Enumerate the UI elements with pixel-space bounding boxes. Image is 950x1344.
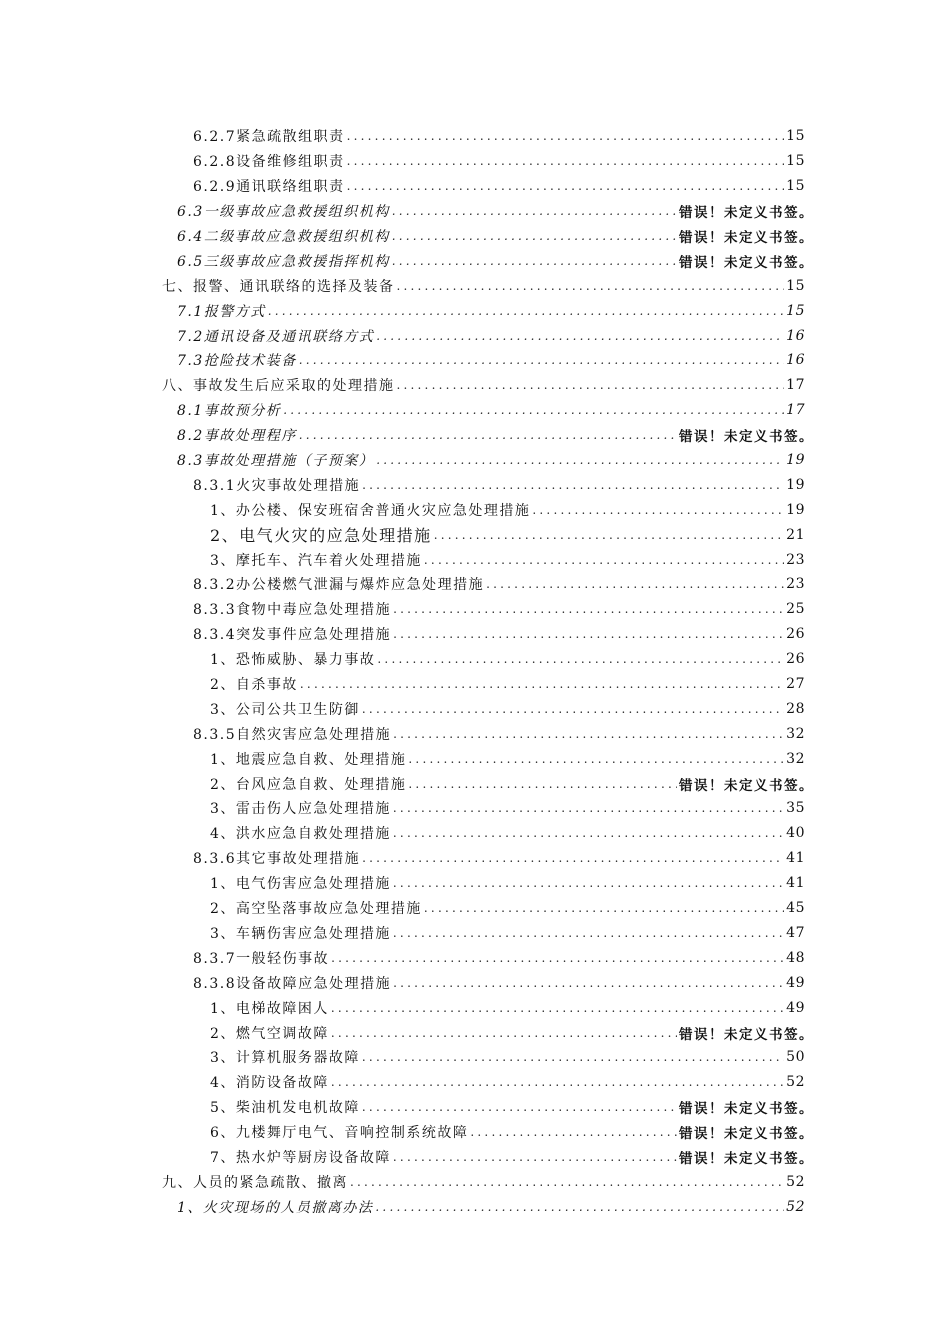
toc-entry-page: 21 <box>786 526 805 543</box>
toc-entry-title: 1、办公楼、保安班宿舍普通火灾应急处理措施 <box>210 502 531 519</box>
toc-entry-title: 4、消防设备故障 <box>210 1075 329 1092</box>
toc-entry[interactable] <box>0 1070 950 1095</box>
toc-entry[interactable] <box>0 896 950 921</box>
toc-entry-title: 7.3抢险技术装备 <box>177 353 297 370</box>
toc-entry[interactable] <box>0 921 950 946</box>
toc-entry-title: 1、电气伤害应急处理措施 <box>210 876 391 893</box>
toc-entry-title: 7.2通讯设备及通讯联络方式 <box>177 328 375 345</box>
toc-entry-page: 52 <box>786 1173 805 1190</box>
toc-entry-title: 8.3.1火灾事故处理措施 <box>193 477 361 494</box>
dot-leader <box>362 1050 784 1064</box>
toc-entry[interactable] <box>0 398 950 423</box>
toc-entry-title: 1、火灾现场的人员撤离办法 <box>177 1199 374 1216</box>
dot-leader <box>393 826 784 840</box>
toc-entry[interactable] <box>0 647 950 672</box>
toc-entry-page: 48 <box>786 949 805 966</box>
toc-entry-title: 8.3.6其它事故处理措施 <box>193 851 361 868</box>
toc-entry-page: 27 <box>786 676 805 693</box>
toc-entry-title: 八、事故发生后应采取的处理措施 <box>162 378 395 395</box>
dot-leader <box>347 179 785 193</box>
toc-entry-page: 26 <box>786 626 805 643</box>
toc-entry[interactable] <box>0 224 950 249</box>
toc-entry-title: 2、自杀事故 <box>210 677 298 694</box>
toc-entry-title: 8.2事故处理程序 <box>177 428 297 445</box>
table-of-contents <box>0 124 950 1219</box>
toc-entry[interactable] <box>0 298 950 323</box>
toc-entry-title: 5、柴油机发电机故障 <box>210 1100 360 1117</box>
toc-entry-page: 16 <box>786 352 805 369</box>
toc-entry[interactable] <box>0 522 950 547</box>
dot-leader <box>470 1125 677 1139</box>
toc-entry[interactable] <box>0 1194 950 1219</box>
toc-entry-title: 6.2.7紧急疏散组职责 <box>193 129 345 146</box>
dot-leader <box>350 1175 784 1189</box>
dot-leader <box>424 901 784 915</box>
toc-entry-title: 3、车辆伤害应急处理措施 <box>210 925 391 942</box>
toc-entry-title: 6.4二级事故应急救援组织机构 <box>177 229 390 245</box>
toc-entry-page: 19 <box>786 501 805 518</box>
toc-entry-title: 8.3.7一般轻伤事故 <box>193 950 330 967</box>
toc-entry-title: 8.3.5自然灾害应急处理措施 <box>193 726 392 743</box>
dot-leader <box>376 329 784 343</box>
toc-entry[interactable] <box>0 199 950 224</box>
toc-entry[interactable] <box>0 174 950 199</box>
dot-leader <box>393 976 784 990</box>
dot-leader <box>299 353 784 367</box>
toc-entry-page: 32 <box>786 750 805 767</box>
toc-entry[interactable] <box>0 273 950 298</box>
dot-leader <box>393 627 784 641</box>
toc-entry[interactable] <box>0 1020 950 1045</box>
toc-entry[interactable] <box>0 423 950 448</box>
toc-entry-title: 8.3.2办公楼燃气泄漏与爆炸应急处理措施 <box>193 577 485 594</box>
toc-entry-page: 错误！未定义书签。 <box>679 1101 814 1118</box>
toc-entry-page: 15 <box>786 302 805 319</box>
dot-leader <box>408 752 784 766</box>
dot-leader <box>362 702 784 716</box>
toc-entry[interactable] <box>0 771 950 796</box>
dot-leader <box>392 254 677 268</box>
toc-entry[interactable] <box>0 1169 950 1194</box>
dot-leader <box>377 652 784 666</box>
toc-entry-title: 2、台风应急自救、处理措施 <box>210 776 407 793</box>
toc-entry-title: 6.5三级事故应急救援指挥机构 <box>177 253 390 270</box>
toc-entry-page: 45 <box>786 900 805 917</box>
toc-entry-title: 6、九楼舞厅电气、音响控制系统故障 <box>210 1125 469 1142</box>
toc-entry[interactable] <box>0 124 950 149</box>
toc-entry-title: 2、高空坠落事故应急处理措施 <box>210 901 422 918</box>
toc-entry[interactable] <box>0 871 950 896</box>
dot-leader <box>268 304 784 318</box>
toc-entry-page: 19 <box>786 476 805 493</box>
dot-leader <box>331 1075 784 1089</box>
toc-entry-page: 错误！未定义书签。 <box>679 777 814 794</box>
toc-entry[interactable] <box>0 448 950 473</box>
toc-entry-title: 1、地震应急自救、处理措施 <box>210 751 407 768</box>
toc-entry[interactable] <box>0 672 950 697</box>
toc-entry-page: 错误！未定义书签。 <box>679 429 814 446</box>
toc-entry-title: 6.2.9通讯联络组职责 <box>193 179 345 196</box>
toc-entry-page: 错误！未定义书签。 <box>679 1026 814 1043</box>
dot-leader <box>434 528 784 542</box>
toc-entry-page: 错误！未定义书签。 <box>679 1126 814 1143</box>
toc-entry-title: 7.1报警方式 <box>177 303 266 320</box>
dot-leader <box>362 1100 677 1114</box>
dot-leader <box>362 478 784 492</box>
toc-entry[interactable] <box>0 497 950 522</box>
dot-leader <box>393 1150 677 1164</box>
dot-leader <box>331 1026 677 1040</box>
toc-entry[interactable] <box>0 796 950 821</box>
toc-entry[interactable] <box>0 472 950 497</box>
toc-entry-page: 26 <box>786 651 805 668</box>
dot-leader <box>347 154 785 168</box>
toc-entry[interactable] <box>0 547 950 572</box>
dot-leader <box>393 727 784 741</box>
dot-leader <box>347 129 785 143</box>
toc-entry-page: 32 <box>786 725 805 742</box>
toc-entry-page: 23 <box>786 576 805 593</box>
dot-leader <box>299 428 677 442</box>
toc-entry[interactable] <box>0 248 950 273</box>
toc-entry-page: 错误！未定义书签。 <box>679 205 814 222</box>
toc-entry-title: 8.3.3食物中毒应急处理措施 <box>193 602 392 619</box>
toc-entry-title: 8.3.8设备故障应急处理措施 <box>193 975 392 992</box>
dot-leader <box>408 777 677 791</box>
toc-entry-page: 25 <box>786 601 805 618</box>
dot-leader <box>392 229 677 243</box>
toc-entry-title: 2、电气火灾的应急处理措施 <box>210 526 432 546</box>
dot-leader <box>362 851 784 865</box>
toc-entry[interactable] <box>0 572 950 597</box>
toc-entry-page: 15 <box>786 128 805 145</box>
toc-entry[interactable] <box>0 846 950 871</box>
toc-entry-title: 九、人员的紧急疏散、撤离 <box>162 1174 348 1191</box>
toc-entry[interactable] <box>0 1095 950 1120</box>
toc-entry-title: 1、恐怖威胁、暴力事故 <box>210 652 376 669</box>
toc-entry-title: 2、燃气空调故障 <box>210 1025 329 1042</box>
dot-leader <box>283 403 784 417</box>
toc-entry-page: 35 <box>786 800 805 817</box>
toc-entry[interactable] <box>0 696 950 721</box>
toc-entry-title: 8.3事故处理措施（子预案） <box>177 453 375 470</box>
toc-entry-page: 28 <box>786 700 805 717</box>
toc-entry[interactable] <box>0 821 950 846</box>
toc-entry[interactable] <box>0 970 950 995</box>
toc-entry-page: 15 <box>786 277 805 294</box>
toc-entry[interactable] <box>0 348 950 373</box>
dot-leader <box>376 453 784 467</box>
toc-entry[interactable] <box>0 945 950 970</box>
dot-leader <box>397 378 785 392</box>
toc-entry[interactable] <box>0 1145 950 1170</box>
dot-leader <box>331 1001 784 1015</box>
toc-entry-page: 23 <box>786 551 805 568</box>
toc-entry-page: 52 <box>786 1198 805 1215</box>
toc-entry-title: 8.1事故预分析 <box>177 403 282 420</box>
dot-leader <box>393 602 784 616</box>
toc-entry[interactable] <box>0 149 950 174</box>
toc-entry-page: 49 <box>786 999 805 1016</box>
toc-entry-title: 6.3一级事故应急救援组织机构 <box>177 204 390 221</box>
toc-entry[interactable] <box>0 597 950 622</box>
toc-entry-page: 50 <box>786 1049 805 1066</box>
dot-leader <box>393 926 784 940</box>
dot-leader <box>532 503 784 517</box>
toc-entry-title: 8.3.4突发事件应急处理措施 <box>193 627 392 644</box>
toc-entry-title: 6.2.8设备维修组职责 <box>193 154 345 171</box>
dot-leader <box>375 1200 784 1214</box>
toc-entry[interactable] <box>0 1045 950 1070</box>
dot-leader <box>397 279 785 293</box>
toc-entry-title: 3、雷击伤人应急处理措施 <box>210 801 391 818</box>
dot-leader <box>393 801 784 815</box>
dot-leader <box>392 204 677 218</box>
toc-entry-page: 15 <box>786 153 805 170</box>
toc-entry[interactable] <box>0 373 950 398</box>
toc-entry-page: 41 <box>786 850 805 867</box>
toc-entry-page: 40 <box>786 825 805 842</box>
toc-entry-page: 16 <box>786 327 805 344</box>
toc-entry-page: 错误！未定义书签。 <box>679 230 814 246</box>
toc-entry-page: 17 <box>786 377 805 394</box>
dot-leader <box>393 876 784 890</box>
toc-entry-page: 错误！未定义书签。 <box>679 254 814 271</box>
toc-entry-page: 49 <box>786 974 805 991</box>
dot-leader <box>424 553 784 567</box>
toc-entry[interactable] <box>0 995 950 1020</box>
toc-entry[interactable] <box>0 323 950 348</box>
toc-entry-page: 52 <box>786 1074 805 1091</box>
dot-leader <box>486 577 784 591</box>
toc-entry[interactable] <box>0 746 950 771</box>
toc-entry-title: 3、摩托车、汽车着火处理措施 <box>210 552 422 569</box>
dot-leader <box>300 677 784 691</box>
toc-entry-page: 47 <box>786 924 805 941</box>
toc-entry-title: 1、电梯故障困人 <box>210 1000 329 1017</box>
toc-entry-page: 17 <box>786 402 805 419</box>
dot-leader <box>331 951 784 965</box>
toc-entry-page: 19 <box>786 452 805 469</box>
toc-entry-title: 七、报警、通讯联络的选择及装备 <box>162 278 395 295</box>
toc-entry-title: 3、公司公共卫生防御 <box>210 701 360 718</box>
toc-entry-page: 41 <box>786 875 805 892</box>
toc-entry-page: 错误！未定义书签。 <box>679 1150 814 1167</box>
toc-entry-title: 4、洪水应急自救处理措施 <box>210 826 391 843</box>
toc-entry[interactable] <box>0 721 950 746</box>
toc-entry-title: 3、计算机服务器故障 <box>210 1050 360 1067</box>
toc-entry-page: 15 <box>786 178 805 195</box>
toc-entry[interactable] <box>0 622 950 647</box>
toc-entry-title: 7、热水炉等厨房设备故障 <box>210 1149 391 1166</box>
toc-entry[interactable] <box>0 1120 950 1145</box>
